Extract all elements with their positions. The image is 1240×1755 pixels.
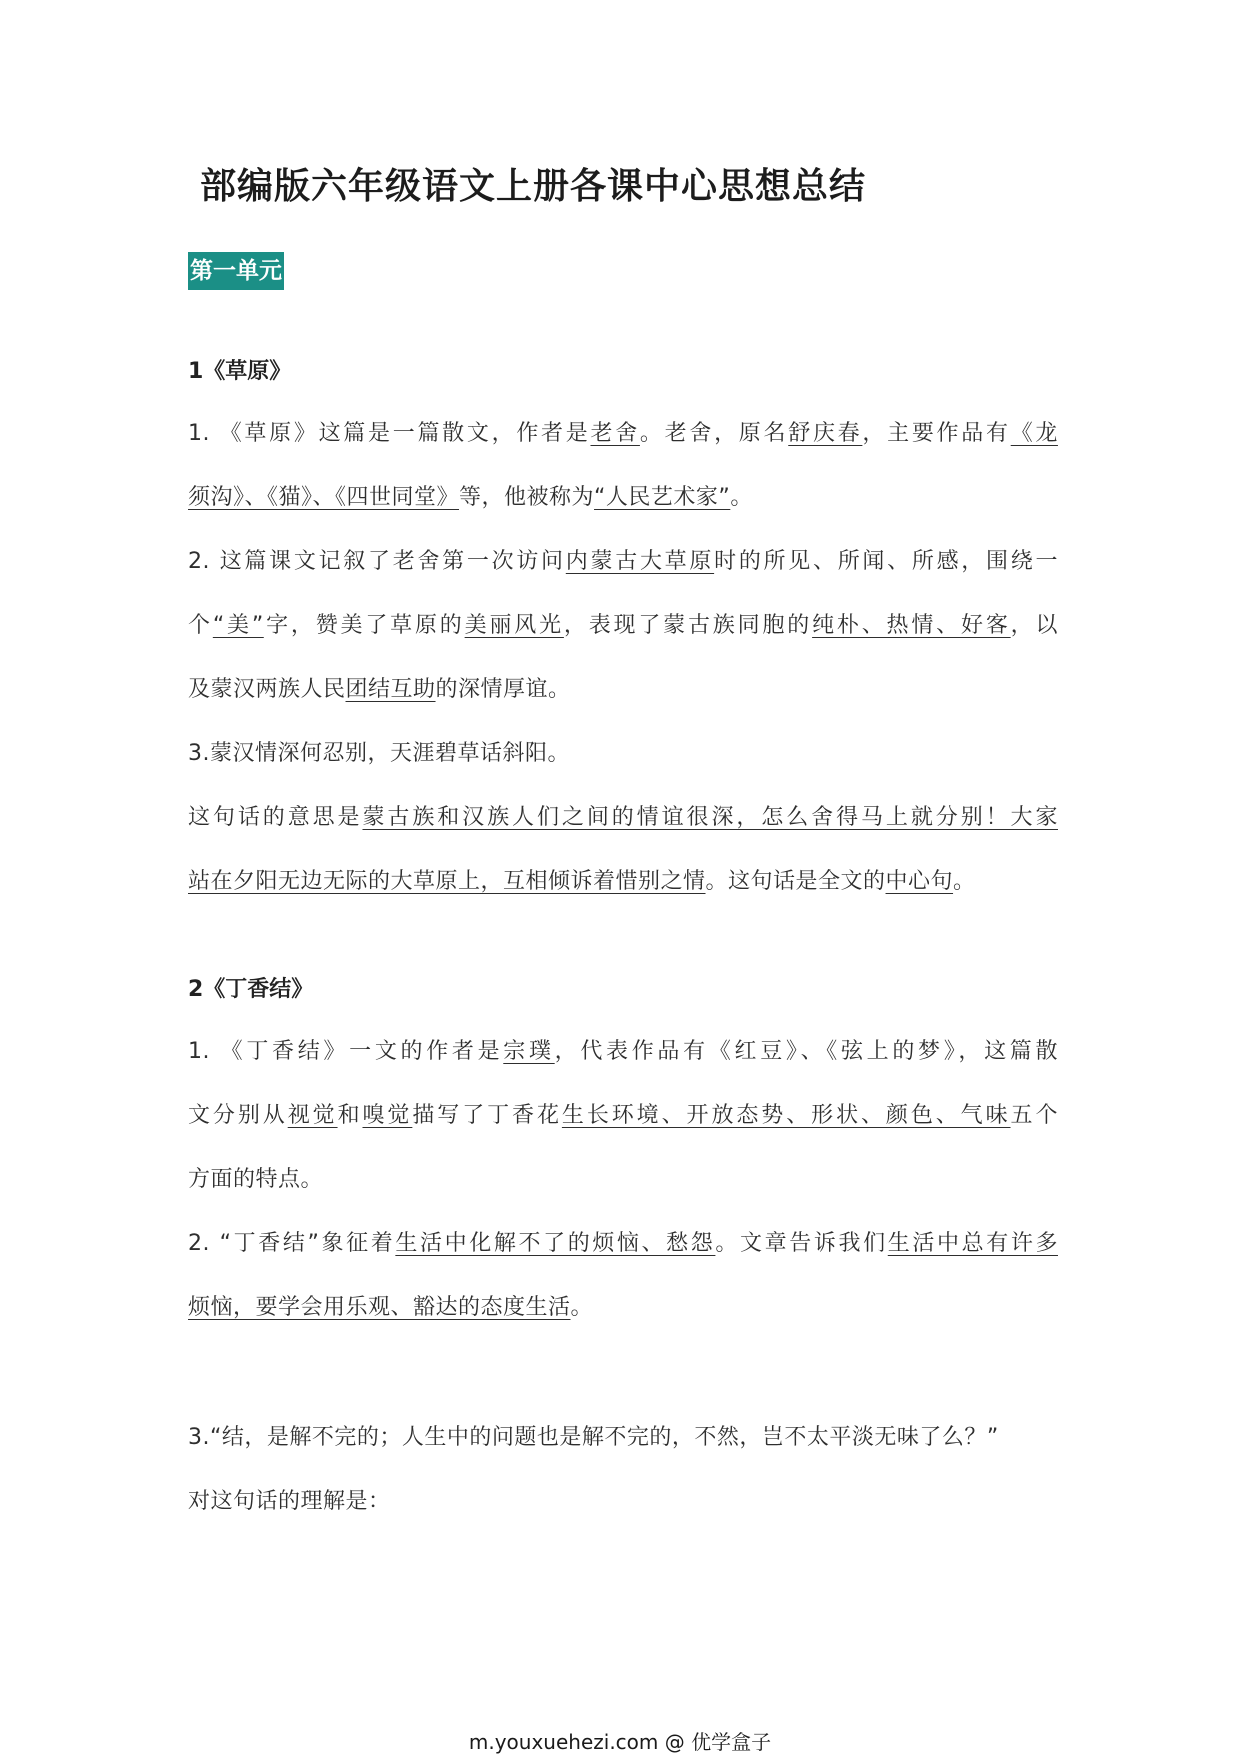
lesson-2-line-7: 对这句话的理解是：	[188, 1489, 391, 1514]
lesson-2-heading: 2《丁香结》	[188, 977, 314, 1002]
lesson-1-line-4: 个“美”字，赞美了草原的美丽风光，表现了蒙古族同胞的纯朴、热情、好客，以	[188, 613, 1058, 638]
lesson-2-line-5: 烦恼，要学会用乐观、豁达的态度生活。	[188, 1295, 594, 1320]
lesson-1-line-5: 及蒙汉两族人民团结互助的深情厚谊。	[188, 677, 571, 702]
lesson-2-line-2: 文分别从视觉和嗅觉描写了丁香花生长环境、开放态势、形状、颜色、气味五个	[188, 1103, 1058, 1128]
honor-title: “人民艺术家”	[594, 485, 731, 510]
footer-watermark: m.youxuehezi.com @ 优学盒子	[468, 1730, 772, 1754]
lesson-2-line-3: 方面的特点。	[188, 1167, 324, 1192]
works-list: 须沟》、《猫》、《四世同堂》	[188, 485, 460, 510]
author-name: 宗璞	[503, 1039, 555, 1064]
lesson-1-line-3: 2. 这篇课文记叙了老舍第一次访问内蒙古大草原时的所见、所闻、所感，围绕一	[188, 549, 1058, 574]
author-name: 老舍	[590, 421, 640, 446]
lesson-1-line-1: 1. 《草原》这篇是一篇散文，作者是老舍。老舍，原名舒庆春，主要作品有《龙	[188, 421, 1058, 446]
lesson-1-line-6: 3.蒙汉情深何忍别，天涯碧草话斜阳。	[188, 741, 570, 766]
lesson-2-line-1: 1. 《丁香结》一文的作者是宗璞，代表作品有《红豆》、《弦上的梦》，这篇散	[188, 1039, 1058, 1064]
lesson-1-line-2: 须沟》、《猫》、《四世同堂》等，他被称为“人民艺术家”。	[188, 485, 753, 510]
lesson-2-line-6: 3.“结，是解不完的；人生中的问题也是解不完的，不然，岂不太平淡无味了么？”	[188, 1425, 999, 1450]
lesson-1-heading: 1《草原》	[188, 359, 292, 384]
lesson-1-line-7: 这句话的意思是蒙古族和汉族人们之间的情谊很深，怎么舍得马上就分别！大家	[188, 805, 1058, 830]
unit-badge: 第一单元	[188, 252, 284, 290]
page-title: 部编版六年级语文上册各课中心思想总结	[200, 165, 867, 207]
lesson-2-line-4: 2. “丁香结”象征着生活中化解不了的烦恼、愁怨。文章告诉我们生活中总有许多	[188, 1231, 1058, 1256]
original-name: 舒庆春	[788, 421, 863, 446]
central-sentence: 中心句	[885, 869, 954, 894]
lesson-1-line-8: 站在夕阳无边无际的大草原上，互相倾诉着惜别之情。这句话是全文的中心句。	[188, 869, 976, 894]
